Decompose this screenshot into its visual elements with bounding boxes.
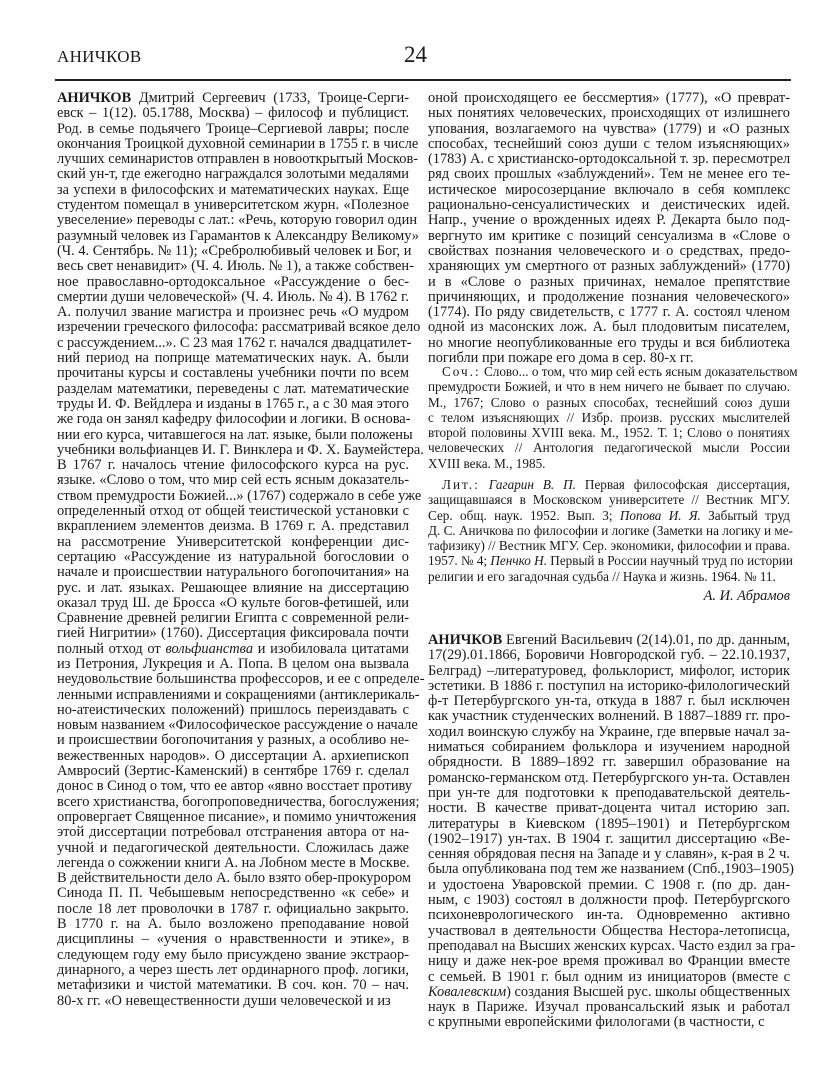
text-segment: Слово... о том, что мир сей есть ясным доказательством <box>480 364 798 379</box>
text-line: храняющих ум смертного от разных заблуждений» (1770) <box>428 258 790 275</box>
text-line: с рассуждением...». С 23 мая 1762 г. начался двадцатилет- <box>57 334 412 351</box>
section-label: Лит.: <box>442 477 480 492</box>
text-line: Синода П. П. Чебышевым непосредственно «к себе» и <box>57 885 409 902</box>
entry-headword: АНИЧКОВ <box>57 90 132 106</box>
italic-text: Попова И. Я. <box>619 507 701 523</box>
text-segment: Забытый труд <box>700 507 790 523</box>
text-line: тафизику) // Вестник МГУ. Сер. экономики, философии и права. <box>428 538 790 554</box>
text-line: неудовольствие большинства профессоров, и ее с определе- <box>57 671 425 688</box>
text-line: М., 1767; Слово о разных способах, теснейший союз души <box>428 394 790 410</box>
text-line: Амвросий (Зертис-Каменский) в сентябре 1769 г. сделал <box>57 763 409 780</box>
text-line: упования, возлагаемого на чувства» (1779) и «О разных <box>428 120 790 137</box>
text-line: вергнуто им критике с позиций сенсуализма в «Слове о <box>428 227 790 244</box>
text-line: одной из масонских лож. А. был плодовитым писателем, <box>428 319 790 336</box>
text-segment: полный отход от <box>57 640 166 657</box>
text-line: оказал труд Ш. де Бросса «О культе богов-фетишей, или <box>57 594 409 611</box>
text-line: разумный человек из Гарамантов к Александру Великому» <box>57 227 419 244</box>
header-rule <box>55 79 791 81</box>
text-line: учной и педагогической деятельности. Сложилась даже <box>57 839 409 856</box>
text-line: способах, теснейший союз души с телом изъясняющих» <box>428 135 790 152</box>
text-line: истическое миросозерцание включало в себя комплекс <box>428 181 790 198</box>
text-line: весь свет ненавидит» (Ч. 4. Июль. № 1), а также собствен- <box>57 258 414 275</box>
italic-text: вольфианства <box>165 640 254 657</box>
text-line: всего христианства, богопроповедничества, богослужения; <box>57 793 420 810</box>
text-line: нии его курса, читавшегося на лат. языке, были положены <box>57 426 413 443</box>
text-line <box>428 633 790 648</box>
text-line: учебники вольфианцев И. Г. Винклера и Ф. Х. Баумейстера. <box>57 441 424 458</box>
article-author-block <box>428 589 790 604</box>
text-segment: Первый в России научный труд по истории <box>547 553 793 569</box>
text-segment: Сер. общ. наук. 1952. Вып. 3; <box>428 507 620 523</box>
text-line: ходил воинскую службу на Украине, где впервые начал за- <box>428 723 790 740</box>
text-line: (1774). По ряду свидетельств, с 1777 г. А. состоял членом <box>428 304 790 321</box>
text-line: и в «Слове о разных причинах, немалое препятствие <box>428 273 790 290</box>
text-line: эстетики. В 1886 г. поступил на историко-филологический <box>428 677 790 694</box>
text-segment: ) создания Высшей рус. школы общественных <box>506 983 791 1000</box>
text-line: ский ун-т, где ежегодно награждался золотыми медалями <box>57 166 409 183</box>
text-line: (1902–1917) ун-тах. В 1904 г. защитил диссертацию «Ве- <box>428 830 790 847</box>
entry-headword: АНИЧКОВ <box>428 632 503 648</box>
text-line: рус. и лат. языках. Решающее влияние на диссертацию <box>57 579 409 596</box>
article-dmitry-continuation <box>428 91 790 366</box>
text-line: гией Нигритии» (1760). Диссертация фиксировала почти <box>57 625 409 642</box>
text-line: опровергает Священное писание», и помимо уничтожения <box>57 808 417 825</box>
text-line: ницу и даже нек-рое время проживал во Франции вместе <box>428 953 790 970</box>
text-line: (1783) А. с христианско-ортодоксальной т. зр. пересмотрел <box>428 151 791 168</box>
text-line: премудрости Божией, и что в нем ничего не бывает по случаю. <box>428 379 790 395</box>
article-dmitry-anichkov <box>57 90 425 1009</box>
italic-text: Ковалевским <box>428 983 507 1000</box>
text-line: дисциплины – «учения о нравственности и этике», в <box>57 931 409 948</box>
text-line: ряд своих прошлых «заблуждений». Тем не менее его те- <box>428 166 790 183</box>
text-line: на рассмотрение Университетской конференции дис- <box>57 533 409 550</box>
text-line: же года он занял кафедру философии и логики. В основа- <box>57 411 411 428</box>
article-evgeny-anichkov <box>428 632 796 1031</box>
text-line: как участник студенческих волнений. В 1887–1889 гг. про- <box>428 708 790 725</box>
text-line: Сравнение древней религии Египта с современной рели- <box>57 610 409 627</box>
text-line: 80-х гг. «О невещественности души человеческой и из <box>57 992 391 1009</box>
text-line: Д. С. Аничкова по философии и логике (Заметки на логику и ме- <box>428 522 793 538</box>
text-line: студентом помещал в университетском журн. «Полезное <box>57 197 409 214</box>
text-line: (Ч. 4. Сентябрь. № 11); «Сребролюбивый человек и Бог, и <box>57 242 412 259</box>
text-line <box>428 508 790 523</box>
text-segment <box>480 477 489 492</box>
text-line: динарного, а через шесть лет ординарного проф. логики, <box>57 961 409 978</box>
text-line: В 1767 г. началось чтение философского курса на рус. <box>57 457 409 474</box>
text-line: В 1770 г. на А. было возложено преподавание новой <box>57 916 409 933</box>
text-line: труды И. Ф. Вейдлера и изданы в 1765 г., а с 30 мая этого <box>57 395 409 412</box>
text-line <box>57 642 409 657</box>
text-line <box>428 985 790 1000</box>
literature-bibliography <box>428 477 793 584</box>
text-line <box>57 91 409 106</box>
text-line: евск – 1(12). 05.1788, Москва) – философ и публицист. <box>57 105 409 122</box>
text-line: и удостоена Уваровской премии. С 1908 г. (по др. дан- <box>428 876 790 893</box>
text-line <box>428 477 790 492</box>
text-line: Белград) –литературовед, фольклорист, мифолог, историк <box>428 662 790 679</box>
text-segment: 1957. № 4; <box>428 553 491 569</box>
text-segment: и изобиловала цитатами <box>253 640 409 657</box>
text-line: ленными исправлениями и сокращениями (антиклерикаль- <box>57 686 420 703</box>
text-line: с семьей. В 1901 г. был одним из инициаторов (вместе с <box>428 968 790 985</box>
text-line: ф-т Петербургского ун-та, откуда в 1887 г. был исключен <box>428 693 790 710</box>
text-line: за успехи в философских и математических науках. Еще <box>57 181 409 198</box>
text-line: романско-германском отд. Петербургского ун-та. Оставлен <box>428 769 790 786</box>
text-line: после 18 лет проволочки в 1787 г. официально закрыто. <box>57 900 409 917</box>
text-line: ных понятиях человеческих, происходящих от излишнего <box>428 105 790 122</box>
text-line: разделам математики, переведены с лат. математические <box>57 380 409 397</box>
text-line: религии и его загадочная судьба // Наука и жизнь. 1964. № 11. <box>428 568 776 584</box>
text-line: прочитаны курсы и составлены учебники почти по всем <box>57 365 409 382</box>
text-line: А. получил звание магистра и произнес речь «О мудром <box>57 304 409 321</box>
text-line: ным, с 1903) состоял в должности проф. Петербургского <box>428 892 790 909</box>
text-line: ное православно-ортодоксальное «Рассуждение о бес- <box>57 273 409 290</box>
text-line: XVIII века. М., 1985. <box>428 455 546 471</box>
text-line: но-атеистических положений) пришлось переиздавать с <box>57 701 409 718</box>
text-line: из Петрония, Лукреция и А. Попа. В целом она вызвала <box>57 655 409 672</box>
italic-text: Пенчко Н. <box>490 553 547 569</box>
text-line: лучших семинаристов отправлен в новооткрытый Москов- <box>57 151 419 168</box>
section-label: Соч.: <box>442 364 481 379</box>
text-line: Род. в семье подьячего Троице–Сергиевой лавры; после <box>57 120 409 137</box>
text-line: обрядности. В 1889–1892 гг. завершил образование на <box>428 754 790 771</box>
text-segment: Первая философская диссертация, <box>575 477 790 492</box>
text-line <box>428 553 793 569</box>
text-line: была опубликована под тем же названием (Спб.,1903–1905) <box>428 861 794 878</box>
text-line: В действительности дело А. было взято обер-прокурором <box>57 870 412 887</box>
text-line: сенняя обрядовая песня на Западе и у славян», к-рая в 2 ч. <box>428 846 790 863</box>
italic-text: Гагарин В. П. <box>488 477 576 492</box>
text-line: 17(29).01.1866, Боровичи Новгородской губ. – 22.10.1937, <box>428 647 790 664</box>
text-line: Напр., учение о врожденных идеях Р. Декарта было под- <box>428 212 790 229</box>
text-line: с крупными европейскими филологами (в частности, с <box>428 1014 765 1031</box>
text-line: участвовал в деятельности Общества Нестора-летописца, <box>428 922 790 939</box>
text-line: оной происходящего ее бессмертия» (1777), «О преврат- <box>428 90 790 106</box>
text-line: свойствах познания человеческого и о средствах, предо- <box>428 242 790 259</box>
text-line: сертацию «Рассуждение из натуральной богословии о <box>57 548 409 565</box>
text-line: легенда о сожжении книги А. на Лобном месте в Москве. <box>57 854 410 871</box>
article-author: А. И. Абрамов <box>703 588 790 604</box>
text-line: преподавал на Высших женских курсах. Часто ездил за гра- <box>428 937 796 954</box>
text-line: следующем году ему было присуждено звание экстраор- <box>57 946 409 963</box>
text-line: ством премудрости Божией...» (1767) содержало в себе уже <box>57 487 422 504</box>
text-line: смертии души человеческой» (Ч. 4. Июль. № 4). В 1762 г. <box>57 288 409 305</box>
text-line: но многие неопубликованные его труды и вся библиотека <box>428 334 790 351</box>
works-bibliography <box>428 364 798 471</box>
text-line: окончания Троицкой духовной семинарии в 1755 г. в числе <box>57 135 419 152</box>
text-segment: Евгений Васильевич (2(14).01, по др. данным, <box>502 632 790 648</box>
text-line: наук в Париже. Изучал провансальский язык и работал <box>428 999 790 1016</box>
text-line: начале и происшествии натурального богопочитания» на <box>57 564 409 581</box>
text-line <box>428 364 798 379</box>
text-line: вкраплением элементов деизма. В 1769 г. А. представил <box>57 518 409 535</box>
text-line: и происшествии богопочитания у разных, а особливо не- <box>57 732 409 749</box>
page-number: 24 <box>404 42 427 67</box>
text-line: вежественных народов». О диссертации А. архиепископ <box>57 747 409 764</box>
text-line: донос в Синод о том, что ее автор «явно восстает противу <box>57 778 413 795</box>
text-line: ний период на поприще математических наук. А. были <box>57 350 409 367</box>
text-line: второй половины XVIII века. М., 1952. Т. 1; Слово о понятиях <box>428 425 790 441</box>
text-line: психоневрологического ин-та. Одновременно активно <box>428 907 790 924</box>
text-segment: Дмитрий Сергеевич (1733, Троице-Серги- <box>131 90 409 106</box>
text-line: причиняющих, и продолжение познания человеческого» <box>428 288 790 305</box>
text-line: человеческих // Антология педагогической мысли России <box>428 440 790 456</box>
text-line: ности. В качестве приват-доцента читал историю зап. <box>428 800 790 817</box>
text-line: этой диссертации потребовал отстранения автора от на- <box>57 824 409 841</box>
text-line: ниматься собиранием фольклора и изучением народной <box>428 739 790 756</box>
text-line: новым названием «Философическое рассуждение о начале <box>57 717 418 734</box>
text-line: при ун-те для подготовки к преподавательской деятель- <box>428 784 790 801</box>
text-line: рационально-сенсуалистических и деистических идей. <box>428 197 790 214</box>
text-line: метафизики и чистой математики. В соч. кон. 70 – нач. <box>57 977 409 994</box>
text-line: с телом изъясняющих // Избр. произв. русских мыслителей <box>428 409 790 425</box>
text-line: защищавшаяся в Московском университете // Вестник МГУ. <box>428 492 790 508</box>
text-line: погибли при пожаре его дома в сер. 80-х гг. <box>428 350 694 367</box>
text-line: увеселение» переводы с лат.: «Речь, которую говорил один <box>57 212 418 229</box>
text-line: определенный отход от общей теистической установки с <box>57 503 409 520</box>
text-line: языке. «Слово о том, что мир сей есть ясным доказатель- <box>57 472 409 489</box>
text-line: литературы в Киевском (1895–1901) и Петербургском <box>428 815 790 832</box>
text-line: изречении греческого философа: рассматривай всякое дело <box>57 319 421 336</box>
running-head: АНИЧКОВ <box>57 47 142 66</box>
